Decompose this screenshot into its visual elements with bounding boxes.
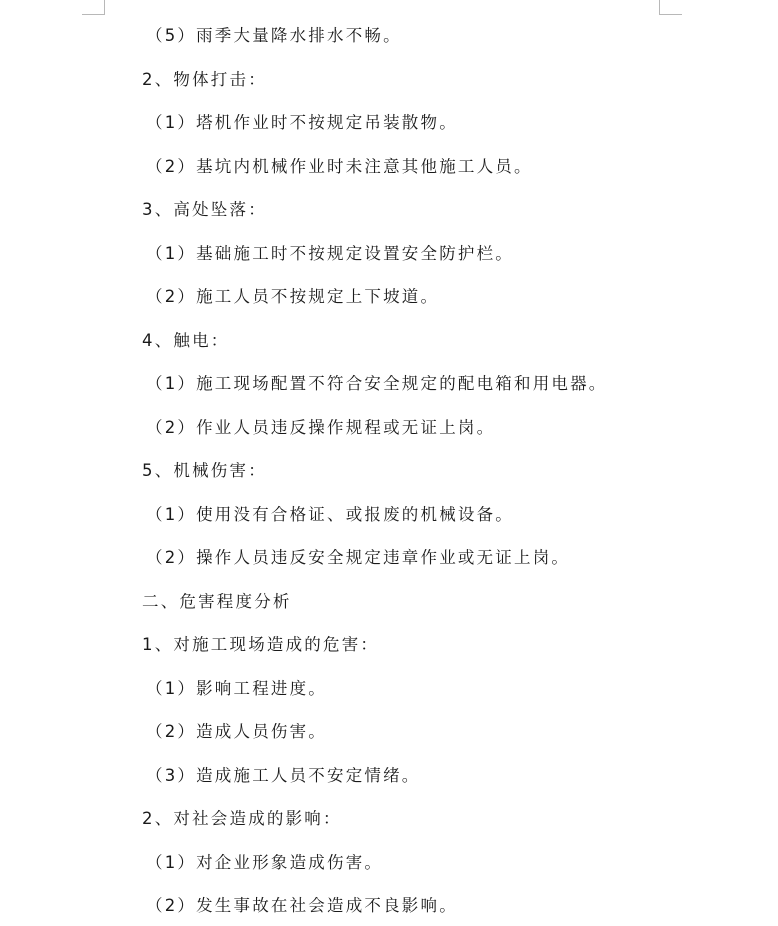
list-item: （2）造成人员伤害。 [146, 722, 327, 741]
list-item: （2）发生事故在社会造成不良影响。 [146, 896, 458, 915]
list-item: （1）基础施工时不按规定设置安全防护栏。 [146, 244, 514, 263]
list-item: （2）施工人员不按规定上下坡道。 [146, 287, 440, 306]
section-heading: 2、对社会造成的影响： [142, 809, 342, 828]
list-item: （2）作业人员违反操作规程或无证上岗。 [146, 418, 496, 437]
section-heading: 2、物体打击： [142, 70, 267, 89]
list-item: （1）施工现场配置不符合安全规定的配电箱和用电器。 [146, 374, 608, 393]
page-corner-mark-left [82, 0, 105, 15]
list-item: （2）操作人员违反安全规定违章作业或无证上岗。 [146, 548, 571, 567]
page-corner-mark-right [659, 0, 682, 15]
section-heading: 5、机械伤害： [142, 461, 267, 480]
list-item: （1）塔机作业时不按规定吊装散物。 [146, 113, 458, 132]
section-heading: 1、对施工现场造成的危害： [142, 635, 380, 654]
list-item: （1）影响工程进度。 [146, 679, 327, 698]
list-item: （1）使用没有合格证、或报废的机械设备。 [146, 505, 514, 524]
chapter-heading: 二、危害程度分析 [142, 592, 292, 611]
section-heading: 3、高处坠落： [142, 200, 267, 219]
list-item: （3）造成施工人员不安定情绪。 [146, 766, 421, 785]
section-heading: 4、触电： [142, 331, 230, 350]
list-item: （1）对企业形象造成伤害。 [146, 853, 384, 872]
list-item: （5）雨季大量降水排水不畅。 [146, 26, 402, 45]
list-item: （2）基坑内机械作业时未注意其他施工人员。 [146, 157, 533, 176]
